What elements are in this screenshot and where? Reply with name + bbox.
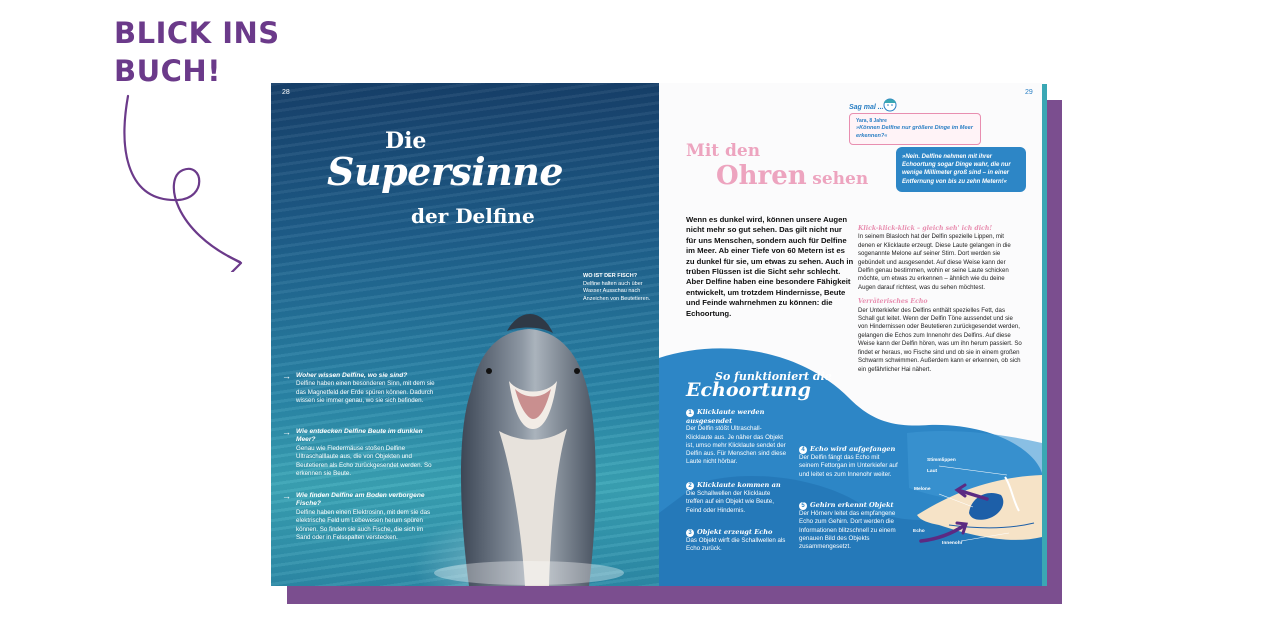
- side-text-klick: In seinem Blasloch hat der Delfin spezielle Lippen, mit denen er Klicklaute erzeugt. Diese Laute gelangen in die sogenannte Melone auf seiner Stirn. Dort werden sie gebündelt und ausgesendet. Auf diese Weise kann der Delfin genau bestimmen, wohin er seine Laute schicken möchte, um etwas zu erkennen – ähnlich wie du deine Augen darauf richtest, was du sehen möchtest.: [858, 233, 1011, 291]
- caption-title: WO IST DER FISCH?: [583, 273, 638, 279]
- echo-heading-small: So funktioniert die: [715, 370, 832, 383]
- heading-mit-den: Mit den: [686, 141, 761, 161]
- step-heading: Klicklaute kommen an: [697, 481, 781, 489]
- step-text: Der Delfin fängt das Echo mit seinem Fettorgan im Unterkiefer auf und leitet es zum Innenohr weiter.: [799, 454, 898, 478]
- step-3: [686, 528, 788, 554]
- step-2: [686, 481, 788, 515]
- side-column: [858, 225, 1022, 374]
- step-text: Das Objekt wirft die Schallwellen als Echo zurück.: [686, 537, 786, 553]
- step-number: 2: [686, 482, 694, 490]
- page-number-right: 29: [1025, 89, 1033, 96]
- faq-question: Wie entdecken Delfine Beute im dunklen Meer?: [296, 428, 423, 444]
- heading-ohren: Ohren: [716, 161, 807, 191]
- question-text: »Können Delfine nur größere Dinge im Meer erkennen?«: [856, 125, 973, 139]
- step-text: Der Hörnerv leitet das empfangene Echo zum Gehirn. Dort werden die Informationen blitzschnell zu einem genauen Bild des Objekts zusammengesetzt.: [799, 510, 896, 551]
- blick-ins-buch-heading: [114, 14, 280, 90]
- step-heading: Objekt erzeugt Echo: [697, 528, 773, 536]
- side-heading-echo: Verräterisches Echo: [858, 298, 928, 306]
- step-number: 1: [686, 409, 694, 417]
- section-heading: [686, 141, 868, 191]
- caption-text: Delfine halten auch über Wasser Ausschau nach Anzeichen von Beutetieren.: [583, 280, 651, 302]
- title-die: Die: [385, 128, 427, 154]
- arrow-right-icon: →: [282, 491, 291, 501]
- faq-item: [282, 428, 438, 478]
- heading-sehen: sehen: [812, 169, 869, 189]
- echo-heading-large: Echoortung: [686, 379, 811, 401]
- faq-question: Wie finden Delfine am Boden verborgene Fische?: [296, 492, 425, 508]
- banner-line-1: BLICK INS: [114, 16, 280, 50]
- step-text: Die Schallwellen der Klicklaute treffen auf ein Objekt wie Beute, Feind oder Hindernis.: [686, 490, 774, 514]
- step-number: 5: [799, 502, 807, 510]
- answer-bubble: »Nein. Delfine nehmen mit ihrer Echoortung sogar Dinge wahr, die nur wenige Millimeter groß sind – in einer Entfernung von bis zu zehn Metern!«: [896, 147, 1026, 192]
- label-melone: Melone: [914, 487, 931, 492]
- question-bubble: [849, 113, 981, 145]
- dolphin-photo: [429, 311, 629, 586]
- faq-item: [282, 372, 438, 406]
- step-heading: Gehirn erkennt Objekt: [810, 501, 894, 509]
- step-1: [686, 408, 788, 467]
- curly-arrow-icon: [118, 92, 248, 272]
- book-spread: [271, 83, 1042, 586]
- label-innenohr: Innenohr: [942, 541, 963, 546]
- banner-line-2: BUCH!: [114, 54, 221, 88]
- faq-question: Woher wissen Delfine, wo sie sind?: [296, 372, 408, 379]
- question-author: Yara, 8 Jahre: [856, 118, 887, 124]
- left-page: [271, 83, 659, 586]
- faq-answer: Delfine haben einen besonderen Sinn, mit dem sie das Magnetfeld der Erde spüren können. Dadurch wissen sie immer genau, wo sie sich befinden.: [296, 380, 435, 405]
- step-4: [799, 445, 901, 479]
- step-number: 4: [799, 446, 807, 454]
- step-heading: Klicklaute werden ausgesendet: [686, 408, 765, 425]
- step-number: 3: [686, 529, 694, 537]
- side-text-echo: Der Unterkiefer des Delfins enthält spezielles Fett, das Schall gut leitet. Wenn der Delfin Töne aussendet und sie von Hindernissen oder Beutetieren zurückgesendet werden, gelangen die Echos zum Innenohr des Delfins. Auf diese Weise kann der Delfin hören, was um ihn herum passiert. So findet er heraus, wo Fische sind und ob sie in einem großen Schwarm schwimmen. Außerdem kann er erkennen, ob sich ein gefährlicher Hai nähert.: [858, 306, 1022, 373]
- title-supersinne: Supersinne: [327, 149, 564, 194]
- photo-caption: [583, 273, 659, 303]
- sag-mal-label: Sag mal ...: [849, 104, 884, 111]
- label-laut: Laut: [927, 469, 938, 474]
- label-echo: Echo: [913, 529, 925, 534]
- faq-answer: Genau wie Fledermäuse stoßen Delfine Ultraschalllaute aus, die von Objekten und Beutetieren als Echo zurückgesendet werden. So erkennen sie Beute.: [296, 444, 432, 478]
- child-face-icon: [881, 96, 899, 112]
- page-number-left: 28: [282, 89, 290, 96]
- faq-answer: Delfine haben einen Elektrosinn, mit dem sie das elektrische Feld um Lebewesen herum spüren können. So finden sie auch Fische, die sich im Sand oder in Felsspalten verstecken.: [296, 508, 431, 542]
- step-5: [799, 501, 905, 551]
- arrow-right-icon: →: [282, 371, 291, 381]
- right-page: [659, 83, 1042, 586]
- title-der-delfine: der Delfine: [411, 204, 535, 228]
- step-text: Der Delfin stößt Ultraschall-Klicklaute aus. Je näher das Objekt ist, umso mehr Klicklaute sendet der Delfin aus. Für Menschen sind diese Laute nicht hörbar.: [686, 425, 787, 466]
- step-heading: Echo wird aufgefangen: [810, 445, 896, 453]
- intro-paragraph: Wenn es dunkel wird, können unsere Augen nicht mehr so gut sehen. Das gilt nicht nur für uns Menschen, sondern auch für Delfine im Meer. Ab einer Tiefe von 60 Metern ist es zu dunkel für sie, um etwas zu sehen. Auch in trüben Flüssen ist die Sicht sehr schlecht. Aber Delfine haben eine besondere Fähigkeit entwickelt, um trotzdem Hindernisse, Beute und Feinde wahrnehmen zu können: die Echoortung.: [686, 215, 854, 318]
- arrow-right-icon: →: [282, 427, 291, 437]
- label-stimmlippen: Stimmlippen: [927, 458, 956, 463]
- side-heading-klick: Klick-klick-klick – gleich seh' ich dich!: [858, 225, 993, 232]
- faq-item: [282, 492, 438, 542]
